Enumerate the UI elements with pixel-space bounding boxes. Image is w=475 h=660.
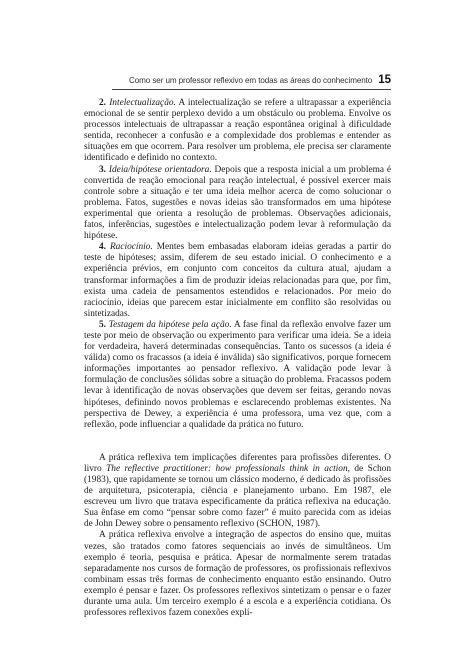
item-text: A fase final da reflexão envolve fazer um teste por meio de observação ou experimento para verificar uma ideia. Se a ideia for verdadeira, haverá determinadas consequências. Tanto os sucessos (a ideia é válida) como os fracassos (a ideia é inválida) são significativos, porque fornecem informações importantes ao pensador reflexivo. A validação pode levar à formulação de conclusões sólidas sobre a situação do problema. Fracassos podem levar à identificação de novas observações que devem ser feitas, gerando novas hipóteses, definindo novos problemas e esclarecendo problemas existentes. Na perspectiva de Dewey, a experiência é uma professora, uma vez que, com a reflexão, pode influenciar a qualidade da prática no futuro. xyxy=(84,319,391,430)
list-item-testing-hypothesis xyxy=(84,320,391,431)
running-header xyxy=(112,74,391,86)
header-rule xyxy=(112,89,391,90)
item-term: Ideia/hipótese orientadora. xyxy=(108,164,212,175)
paragraph-text: A prática reflexiva tem implicações diferentes para profissões diferentes. O livro xyxy=(84,452,391,474)
body-text xyxy=(84,98,391,619)
list-item-guiding-hypothesis xyxy=(84,165,391,243)
paragraph-text: , de Schon (1983), que rapidamente se tornou um clássico moderno, é dedicado às profissões de arquitetura, psicoterapia, ciência e planejamento urbano. Em 1987, ele escreveu um livro que tratava especificamente da prática reflexiva na educação. Sua ênfase em como “pensar sobre como fazer” é muito parecida com as ideias de John Dewey sobre o pensamento reflexivo (SCHON, 1987). xyxy=(84,463,391,530)
item-number: 5. xyxy=(99,319,107,330)
item-number: 3. xyxy=(99,164,107,175)
paragraph-schon xyxy=(84,453,391,531)
page-number: 15 xyxy=(378,74,391,86)
item-term: Testagem da hipótese pela ação. xyxy=(108,319,232,330)
list-item-reasoning xyxy=(84,242,391,320)
item-text: Depois que a resposta inicial a um problema é convertida de reação emocional para reação intelectual, é possível exercer mais controle sobre a situação e ter uma ideia melhor acerca de como solucionar o problema. Fatos, sugestões e novas ideias são transformados em uma hipótese experimental que orienta a resolução de problemas. Observações adicionais, fatos, inferências, sugestões e intelectualização podem levar à reformulação da hipótese. xyxy=(84,164,392,242)
item-number: 2. xyxy=(99,98,107,108)
item-text: A intelectualização se refere a ultrapassar a experiência emocional de se sentir perplexo devido a um obstáculo ou problema. Envolve os processos intelectuais de ultrapassar a reação espontânea original à dificuldade sentida, reconhecer a confusão e a complexidade dos problemas e entender as situações em que ocorrem. Para resolver um problema, ele precisa ser claramente identificado e definido no contexto. xyxy=(84,98,391,164)
book-title: The reflective practitioner: how professionals think in action xyxy=(106,463,348,474)
item-number: 4. xyxy=(99,242,107,253)
item-term: Intelectualização. xyxy=(109,98,176,108)
item-text: Mentes bem embasadas elaboram ideias geradas a partir do teste de hipóteses; assim, diferem de seu estado inicial. O conhecimento e a experiência prévios, em conjunto com conceitos da cultura atual, ajudam a transformar informações a fim de produzir ideias relacionadas para que, por fim, exista uma cadeia de pensamentos estendidos e relacionados. Por meio do raciocínio, ideias que parecem estar inicialmente em conflito são resolvidas ou sintetizadas. xyxy=(84,242,392,319)
list-item-intellectualization xyxy=(84,98,391,165)
paragraph-integration: A prática reflexiva envolve a integração de aspectos do ensino que, muitas vezes, são tratados como fatores sequenciais ao invés de simultâneos. Um exemplo é teoria, pesquisa e prática. Apesar de normalmente serem tratadas separadamente nos cursos de formação de professores, os profissionais reflexivos combinam essas três formas de conhecimento enquanto estão ensinando. Outro exemplo é pensar e fazer. Os professores reflexivos sintetizam o pensar e o fazer durante uma aula. Um terceiro exemplo é a escola e a experiência cotidiana. Os professores reflexivos fazem conexões explí- xyxy=(84,530,391,619)
running-title: Como ser um professor reflexivo em todas as áreas do conhecimento xyxy=(129,76,373,85)
item-term: Raciocínio. xyxy=(109,242,153,253)
